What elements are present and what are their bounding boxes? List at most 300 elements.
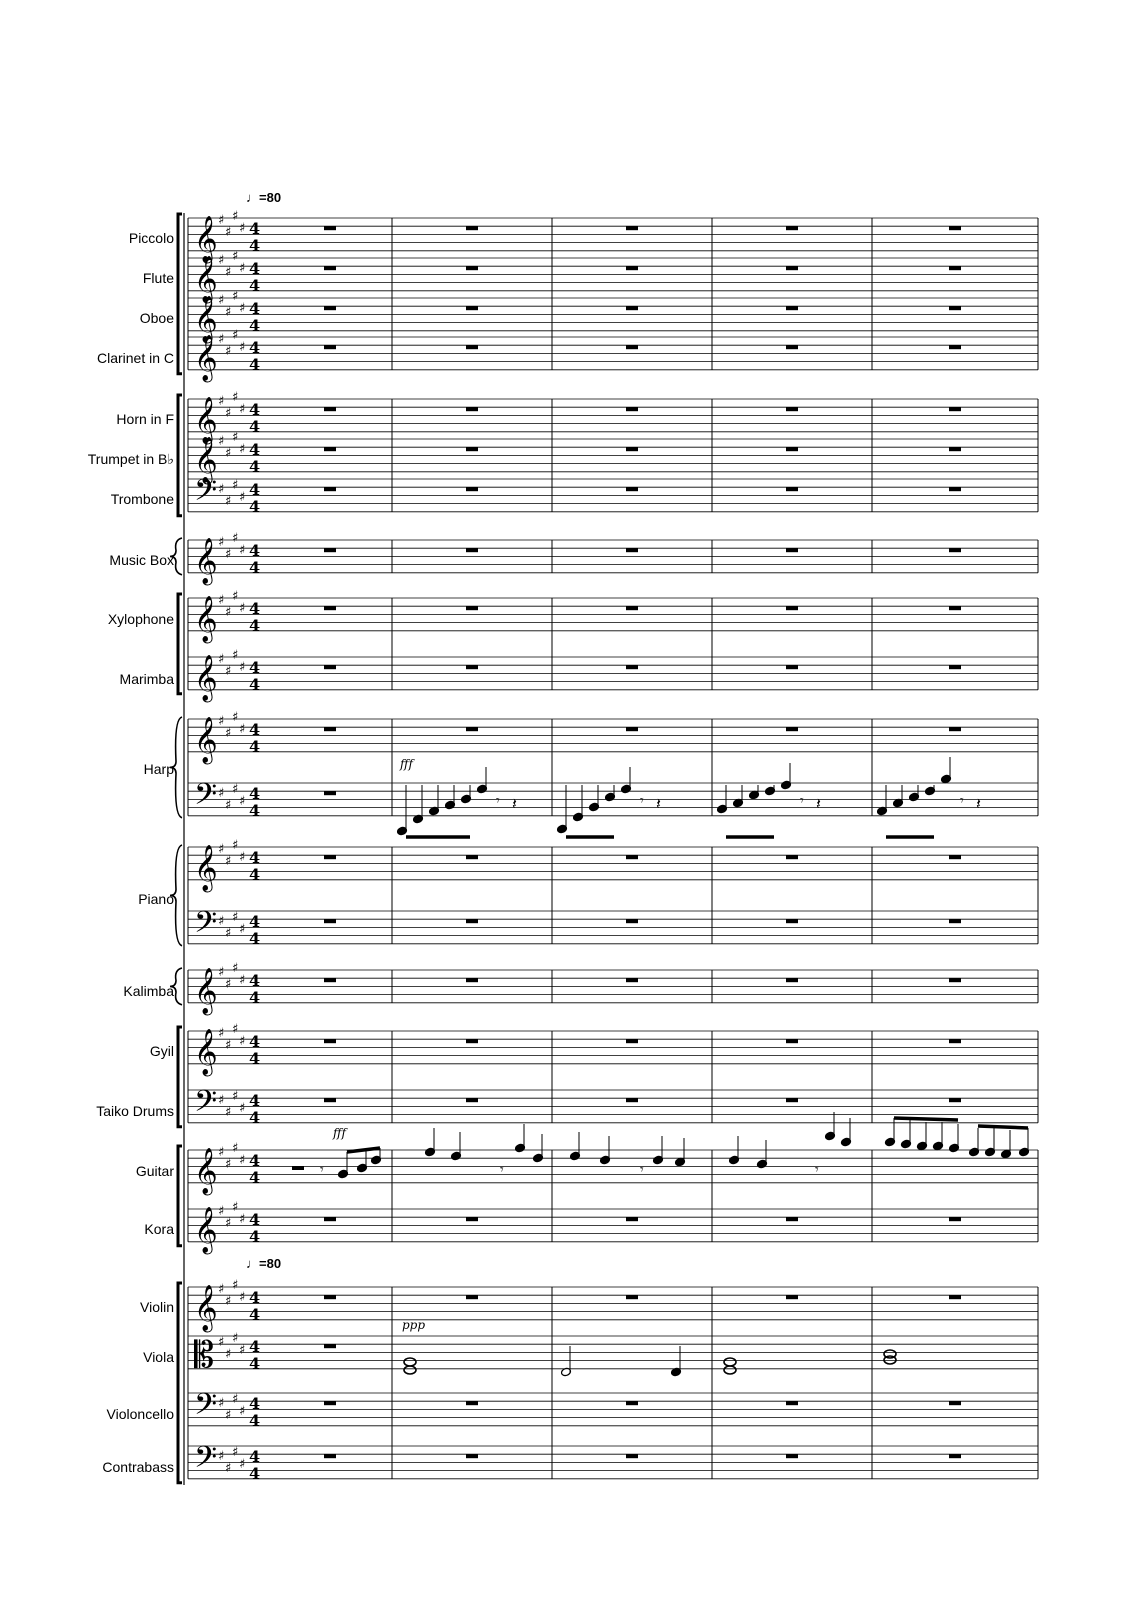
sharp-icon: ♯ <box>239 442 246 457</box>
whole-rest <box>786 727 798 731</box>
clef-icon: 𝄢 <box>194 1388 218 1429</box>
whole-rest <box>786 226 798 230</box>
sharp-icon: ♯ <box>232 289 239 304</box>
clef-icon: 𝄞 <box>194 335 218 381</box>
time-signature-denominator: 4 <box>249 355 261 374</box>
whole-rest <box>949 1217 961 1221</box>
sharp-icon: ♯ <box>218 714 225 729</box>
label-piccolo: Piccolo <box>128 230 174 246</box>
label-horn: Horn in F <box>116 411 174 427</box>
whole-rest <box>786 1401 798 1405</box>
clef-icon: 𝄞 <box>194 1029 218 1075</box>
quarter-rest-icon: 𝄽 <box>656 794 661 813</box>
whole-rest <box>949 919 961 923</box>
sharp-icon: ♯ <box>225 1157 232 1172</box>
staff-violin <box>188 1278 1038 1333</box>
note-beam <box>347 1148 380 1152</box>
whole-rest <box>949 548 961 552</box>
whole-rest <box>949 1039 961 1043</box>
sharp-icon: ♯ <box>239 301 246 316</box>
sharp-icon: ♯ <box>218 1335 225 1350</box>
sharp-icon: ♯ <box>232 1022 239 1037</box>
time-signature-numerator: 4 <box>249 480 261 499</box>
time-signature-numerator: 4 <box>249 720 261 739</box>
clef-icon: 𝄞 <box>194 717 218 763</box>
clef-icon: 𝄢 <box>194 1085 218 1126</box>
eighth-rest-icon: 𝄾 <box>640 1162 644 1178</box>
viola-whole-note <box>724 1366 736 1374</box>
eighth-rest-icon: 𝄾 <box>500 1162 504 1178</box>
sharp-icon: ♯ <box>218 652 225 667</box>
whole-rest <box>324 978 336 982</box>
viola-whole-note <box>724 1358 736 1366</box>
clef-icon: 𝄞 <box>194 596 218 642</box>
whole-rest <box>786 306 798 310</box>
time-signature-numerator: 4 <box>249 400 261 419</box>
whole-rest <box>786 1217 798 1221</box>
sharp-icon: ♯ <box>232 710 239 725</box>
clef-icon: 𝄢 <box>194 474 218 515</box>
staff-guitar <box>188 1141 1038 1196</box>
dynamic-viola: ppp <box>402 1318 426 1332</box>
time-signature-denominator: 4 <box>249 737 261 756</box>
tempo-marking-top: ♩=80 <box>246 190 282 205</box>
time-signature-numerator: 4 <box>249 219 261 238</box>
staff-violoncello <box>188 1388 1038 1430</box>
staff-xylophone <box>188 589 1038 644</box>
sharp-icon: ♯ <box>218 914 225 929</box>
sharp-icon: ♯ <box>218 1396 225 1411</box>
whole-rest <box>786 1098 798 1102</box>
sharp-icon: ♯ <box>239 1290 246 1305</box>
whole-rest <box>786 266 798 270</box>
sharp-icon: ♯ <box>218 394 225 409</box>
time-signature-numerator: 4 <box>249 1288 261 1307</box>
staff-trumpet <box>188 430 1038 485</box>
clef-icon: 𝄢 <box>194 1441 218 1482</box>
quarter-rest-icon: 𝄽 <box>816 794 821 813</box>
clef-icon: 𝄡 <box>194 1335 215 1376</box>
sharp-icon: ♯ <box>232 328 239 343</box>
sharp-icon: ♯ <box>232 390 239 405</box>
whole-rest <box>626 978 638 982</box>
clef-icon: 𝄞 <box>194 845 218 891</box>
sharp-icon: ♯ <box>232 838 239 853</box>
whole-rest <box>626 855 638 859</box>
whole-rest <box>324 345 336 349</box>
staff-music-box <box>188 531 1038 586</box>
sharp-icon: ♯ <box>239 794 246 809</box>
label-piano: Piano <box>138 891 174 907</box>
whole-rest <box>324 548 336 552</box>
sharp-icon: ♯ <box>239 340 246 355</box>
clef-icon: 𝄞 <box>194 437 218 483</box>
whole-rest <box>626 1098 638 1102</box>
whole-rest <box>949 855 961 859</box>
staff-kalimba <box>188 961 1038 1016</box>
whole-rest <box>626 606 638 610</box>
staff-gyil <box>188 1022 1038 1077</box>
group-bracket <box>178 1283 182 1483</box>
whole-rest <box>466 487 478 491</box>
sharp-icon: ♯ <box>225 446 232 461</box>
time-signature-numerator: 4 <box>249 1394 261 1413</box>
sharp-icon: ♯ <box>239 402 246 417</box>
sharp-icon: ♯ <box>218 1449 225 1464</box>
time-signature-numerator: 4 <box>249 658 261 677</box>
time-signature-numerator: 4 <box>249 784 261 803</box>
time-signature-denominator: 4 <box>249 457 261 476</box>
whole-rest <box>466 1295 478 1299</box>
time-signature-denominator: 4 <box>249 1411 261 1430</box>
sharp-icon: ♯ <box>218 253 225 268</box>
whole-rest <box>466 855 478 859</box>
sharp-icon: ♯ <box>218 213 225 228</box>
sharp-icon: ♯ <box>239 850 246 865</box>
sharp-icon: ♯ <box>225 854 232 869</box>
eighth-rest-icon: 𝄾 <box>640 793 644 809</box>
whole-rest <box>324 665 336 669</box>
whole-rest <box>324 606 336 610</box>
time-signature-denominator: 4 <box>249 236 261 255</box>
sharp-icon: ♯ <box>239 543 246 558</box>
group-bracket <box>178 214 182 374</box>
clef-icon: 𝄞 <box>194 216 218 262</box>
staff-kora <box>188 1200 1038 1255</box>
whole-rest <box>626 306 638 310</box>
sharp-icon: ♯ <box>225 926 232 941</box>
sharp-icon: ♯ <box>225 1216 232 1231</box>
sharp-icon: ♯ <box>225 547 232 562</box>
sharp-icon: ♯ <box>232 961 239 976</box>
time-signature-denominator: 4 <box>249 1108 261 1127</box>
whole-rest <box>466 306 478 310</box>
whole-rest <box>786 606 798 610</box>
whole-rest <box>626 345 638 349</box>
label-violoncello: Violoncello <box>106 1406 174 1422</box>
eighth-rest-icon: 𝄾 <box>496 793 500 809</box>
time-signature-denominator: 4 <box>249 417 261 436</box>
whole-rest <box>626 919 638 923</box>
sharp-icon: ♯ <box>218 965 225 980</box>
whole-rest <box>786 855 798 859</box>
group-bracket <box>178 1146 182 1246</box>
label-clarinet: Clarinet in C <box>96 350 174 366</box>
sharp-icon: ♯ <box>239 1212 246 1227</box>
staff-piccolo <box>188 209 1038 264</box>
time-signature-denominator: 4 <box>249 865 261 884</box>
whole-rest <box>324 487 336 491</box>
sharp-icon: ♯ <box>218 1204 225 1219</box>
time-signature-denominator: 4 <box>249 1354 261 1373</box>
whole-rest <box>324 1039 336 1043</box>
staff-viola <box>188 1331 1038 1376</box>
label-marimba: Marimba <box>119 671 174 687</box>
whole-rest <box>324 855 336 859</box>
sharp-icon: ♯ <box>225 305 232 320</box>
label-harp: Harp <box>143 761 174 777</box>
staff-piano-treble <box>188 838 1038 893</box>
group-bracket <box>178 594 182 694</box>
whole-rest <box>466 548 478 552</box>
staff-flute <box>188 249 1038 304</box>
sharp-icon: ♯ <box>239 1101 246 1116</box>
staff-oboe <box>188 289 1038 344</box>
whole-rest <box>626 1295 638 1299</box>
whole-rest <box>466 1098 478 1102</box>
label-gyil: Gyil <box>149 1043 174 1059</box>
half-rest <box>292 1166 304 1170</box>
clef-icon: 𝄞 <box>194 256 218 302</box>
whole-rest <box>324 1454 336 1458</box>
clef-icon: 𝄞 <box>194 1285 218 1331</box>
eighth-rest-icon: 𝄾 <box>800 793 804 809</box>
label-trombone: Trombone <box>110 491 174 507</box>
sharp-icon: ♯ <box>239 973 246 988</box>
sharp-icon: ♯ <box>225 798 232 813</box>
sharp-icon: ♯ <box>225 1461 232 1476</box>
whole-rest <box>786 1454 798 1458</box>
quarter-rest-icon: 𝄽 <box>512 794 517 813</box>
whole-rest <box>786 1039 798 1043</box>
whole-rest <box>626 1454 638 1458</box>
whole-rest <box>466 1039 478 1043</box>
sharp-icon: ♯ <box>239 1153 246 1168</box>
label-trumpet: Trumpet in B♭ <box>87 451 174 467</box>
whole-rest <box>786 1295 798 1299</box>
label-music-box: Music Box <box>109 552 174 568</box>
whole-rest <box>786 665 798 669</box>
sharp-icon: ♯ <box>239 490 246 505</box>
time-signature-denominator: 4 <box>249 801 261 820</box>
sharp-icon: ♯ <box>232 531 239 546</box>
whole-rest <box>324 727 336 731</box>
label-viola: Viola <box>143 1349 174 1365</box>
whole-rest <box>786 548 798 552</box>
time-signature-denominator: 4 <box>249 1305 261 1324</box>
whole-rest <box>324 407 336 411</box>
sharp-icon: ♯ <box>232 589 239 604</box>
staff-trombone <box>188 474 1038 516</box>
sharp-icon: ♯ <box>239 922 246 937</box>
whole-rest <box>324 1295 336 1299</box>
time-signature-numerator: 4 <box>249 1091 261 1110</box>
sharp-icon: ♯ <box>232 1445 239 1460</box>
sharp-icon: ♯ <box>239 722 246 737</box>
whole-rest <box>949 978 961 982</box>
time-signature-numerator: 4 <box>249 1151 261 1170</box>
sharp-icon: ♯ <box>225 344 232 359</box>
note-beam <box>894 1118 958 1120</box>
sharp-icon: ♯ <box>239 601 246 616</box>
whole-rest <box>466 407 478 411</box>
whole-rest <box>786 447 798 451</box>
sharp-icon: ♯ <box>232 209 239 224</box>
whole-rest <box>949 266 961 270</box>
whole-rest <box>949 727 961 731</box>
whole-rest <box>626 1217 638 1221</box>
clef-icon: 𝄞 <box>194 397 218 443</box>
whole-rest <box>324 1344 336 1348</box>
sharp-icon: ♯ <box>232 1200 239 1215</box>
whole-rest <box>949 447 961 451</box>
sharp-icon: ♯ <box>239 660 246 675</box>
whole-rest <box>466 606 478 610</box>
sharp-icon: ♯ <box>218 482 225 497</box>
whole-rest <box>786 487 798 491</box>
sharp-icon: ♯ <box>232 782 239 797</box>
clef-icon: 𝄞 <box>194 655 218 701</box>
whole-rest <box>786 919 798 923</box>
whole-rest <box>949 407 961 411</box>
sharp-icon: ♯ <box>225 1408 232 1423</box>
sharp-icon: ♯ <box>239 1457 246 1472</box>
time-signature-numerator: 4 <box>249 1032 261 1051</box>
sharp-icon: ♯ <box>225 1294 232 1309</box>
time-signature-numerator: 4 <box>249 1337 261 1356</box>
sharp-icon: ♯ <box>232 910 239 925</box>
sharp-icon: ♯ <box>218 1093 225 1108</box>
clef-icon: 𝄞 <box>194 968 218 1014</box>
whole-rest <box>949 487 961 491</box>
time-signature-denominator: 4 <box>249 1168 261 1187</box>
sharp-icon: ♯ <box>232 1331 239 1346</box>
staff-clarinet <box>188 328 1038 383</box>
sharp-icon: ♯ <box>225 406 232 421</box>
whole-rest <box>786 345 798 349</box>
whole-rest <box>626 447 638 451</box>
time-signature-numerator: 4 <box>249 259 261 278</box>
sharp-icon: ♯ <box>239 221 246 236</box>
time-signature-numerator: 4 <box>249 299 261 318</box>
whole-rest <box>324 226 336 230</box>
label-kora: Kora <box>144 1221 174 1237</box>
sharp-icon: ♯ <box>225 225 232 240</box>
time-signature-denominator: 4 <box>249 616 261 635</box>
clef-icon: 𝄞 <box>194 538 218 584</box>
whole-rest <box>626 548 638 552</box>
time-signature-denominator: 4 <box>249 1049 261 1068</box>
sharp-icon: ♯ <box>232 1392 239 1407</box>
whole-rest <box>324 306 336 310</box>
whole-rest <box>949 1098 961 1102</box>
clef-icon: 𝄞 <box>194 1207 218 1253</box>
sharp-icon: ♯ <box>232 1278 239 1293</box>
sharp-icon: ♯ <box>225 977 232 992</box>
sharp-icon: ♯ <box>225 726 232 741</box>
staff-marimba <box>188 648 1038 703</box>
time-signature-denominator: 4 <box>249 1227 261 1246</box>
whole-rest <box>466 727 478 731</box>
sharp-icon: ♯ <box>225 1105 232 1120</box>
time-signature-numerator: 4 <box>249 541 261 560</box>
sharp-icon: ♯ <box>218 332 225 347</box>
dynamic-harp: fff <box>400 757 413 771</box>
whole-rest <box>626 1401 638 1405</box>
whole-rest <box>949 1295 961 1299</box>
sharp-icon: ♯ <box>239 1343 246 1358</box>
label-taiko: Taiko Drums <box>96 1103 174 1119</box>
sharp-icon: ♯ <box>225 1038 232 1053</box>
whole-rest <box>949 606 961 610</box>
whole-rest <box>324 1217 336 1221</box>
sharp-icon: ♯ <box>225 1347 232 1362</box>
whole-rest <box>466 1454 478 1458</box>
time-signature-numerator: 4 <box>249 848 261 867</box>
sharp-icon: ♯ <box>218 1145 225 1160</box>
whole-rest <box>324 1098 336 1102</box>
note-beam <box>978 1126 1028 1128</box>
whole-rest <box>949 306 961 310</box>
time-signature-numerator: 4 <box>249 912 261 931</box>
time-signature-denominator: 4 <box>249 675 261 694</box>
label-xylophone: Xylophone <box>107 611 174 627</box>
sharp-icon: ♯ <box>218 293 225 308</box>
tempo-marking-strings: ♩=80 <box>246 1256 282 1271</box>
sharp-icon: ♯ <box>218 786 225 801</box>
time-signature-numerator: 4 <box>249 338 261 357</box>
time-signature-denominator: 4 <box>249 929 261 948</box>
sharp-icon: ♯ <box>232 249 239 264</box>
staff-piano-bass <box>188 906 1038 948</box>
sharp-icon: ♯ <box>218 842 225 857</box>
staff-horn <box>188 390 1038 445</box>
whole-rest <box>626 226 638 230</box>
whole-rest <box>786 407 798 411</box>
whole-rest <box>949 665 961 669</box>
group-bracket <box>178 395 182 516</box>
eighth-rest-icon: 𝄾 <box>815 1162 819 1178</box>
eighth-rest-icon: 𝄾 <box>320 1162 324 1178</box>
eighth-rest-icon: 𝄾 <box>960 793 964 809</box>
viola-whole-note <box>404 1358 416 1366</box>
whole-rest <box>949 226 961 230</box>
label-violin: Violin <box>140 1299 174 1315</box>
whole-rest <box>324 919 336 923</box>
label-oboe: Oboe <box>139 310 174 326</box>
whole-rest <box>626 407 638 411</box>
whole-rest <box>466 1217 478 1221</box>
sharp-icon: ♯ <box>218 1026 225 1041</box>
whole-rest <box>466 226 478 230</box>
time-signature-numerator: 4 <box>249 971 261 990</box>
whole-rest <box>466 345 478 349</box>
sharp-icon: ♯ <box>232 1141 239 1156</box>
sharp-icon: ♯ <box>239 1404 246 1419</box>
time-signature-denominator: 4 <box>249 276 261 295</box>
time-signature-denominator: 4 <box>249 316 261 335</box>
whole-rest <box>466 919 478 923</box>
clef-icon: 𝄞 <box>194 296 218 342</box>
whole-rest <box>324 791 336 795</box>
sharp-icon: ♯ <box>218 434 225 449</box>
quarter-rest-icon: 𝄽 <box>976 794 981 813</box>
whole-rest <box>466 1401 478 1405</box>
group-bracket <box>178 1027 182 1127</box>
dynamic-guitar: fff <box>333 1126 346 1140</box>
staff-contrabass <box>188 1441 1038 1483</box>
whole-rest <box>949 1454 961 1458</box>
whole-rest <box>626 1039 638 1043</box>
whole-rest <box>324 266 336 270</box>
whole-rest <box>949 345 961 349</box>
whole-rest <box>324 1401 336 1405</box>
sharp-icon: ♯ <box>232 430 239 445</box>
clef-icon: 𝄢 <box>194 778 218 819</box>
label-guitar: Guitar <box>135 1163 174 1179</box>
whole-rest <box>626 487 638 491</box>
sharp-icon: ♯ <box>232 648 239 663</box>
